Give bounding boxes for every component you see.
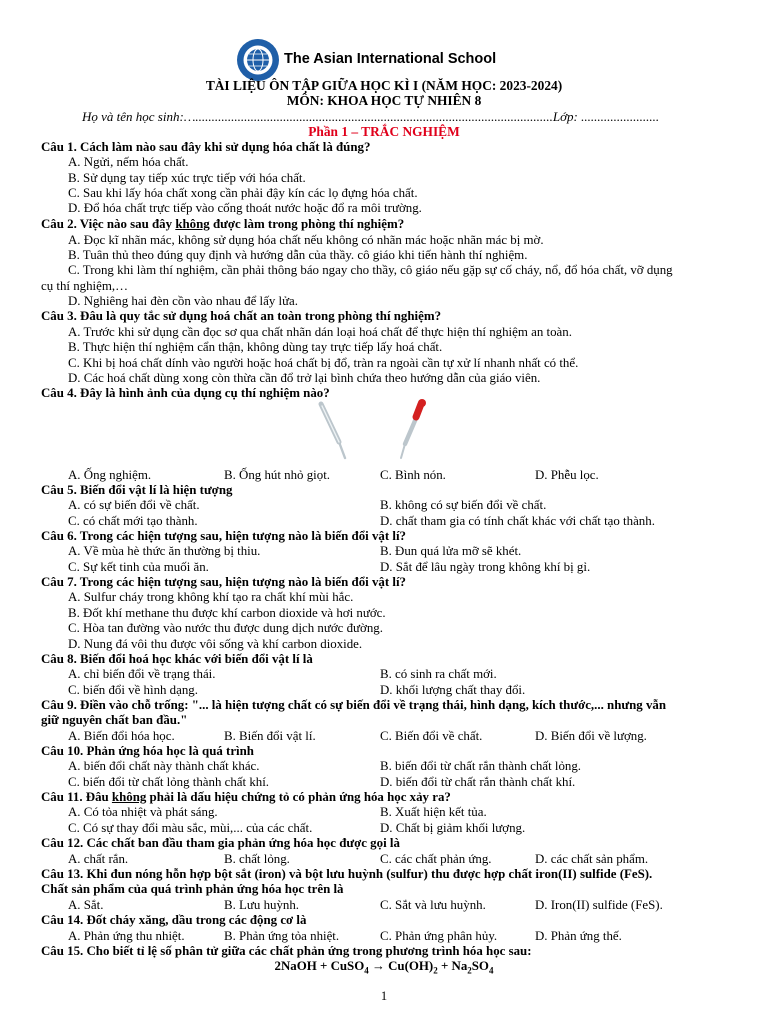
class-label: Lớp: <box>552 109 578 124</box>
student-name-label: Họ và tên học sinh: <box>82 109 184 124</box>
q4-option-d: D. Phễu lọc. <box>535 468 599 482</box>
class-blank: ........................ <box>581 109 660 124</box>
q9-option-c: C. Biến đổi về chất. <box>380 729 483 743</box>
q1-option-a: A. Ngửi, nếm hóa chất. <box>68 155 189 169</box>
q8-option-b: B. có sinh ra chất mới. <box>380 667 497 681</box>
student-info-line <box>82 109 659 125</box>
q4-option-c: C. Bình nón. <box>380 468 446 482</box>
q12-option-d: D. các chất sản phẩm. <box>535 852 649 866</box>
q7-option-c: C. Hòa tan đường vào nước thu được dung dịch nước đường. <box>68 621 383 635</box>
q2-text-emphasis: không <box>175 217 210 231</box>
q6-option-b: B. Đun quá lửa mỡ sẽ khét. <box>380 544 522 558</box>
q2-text-pre: Câu 2. Việc nào sau đây <box>41 217 176 231</box>
q7-option-b: B. Đốt khí methane thu được khí carbon dioxide và hơi nước. <box>68 606 386 620</box>
q6-option-c: C. Sự kết tinh của muối ăn. <box>68 560 209 574</box>
school-name: The Asian International School <box>284 51 497 67</box>
equation-subscript: 4 <box>364 965 369 976</box>
q3-option-d: D. Các hoá chất dùng xong còn thừa cần đổ trở lại bình chứa theo hướng dẫn của giáo viên. <box>68 371 541 385</box>
q3-option-c: C. Khi bị hoá chất dính vào người hoặc hoá chất bị đổ, tràn ra ngoài cần tự xử lí nhanh nhất có thể. <box>68 356 579 370</box>
question-7: Câu 7. Trong các hiện tượng sau, hiện tượng nào là biến đổi vật lí? <box>41 575 406 589</box>
q9-option-d: D. Biến đổi về lượng. <box>535 729 647 743</box>
question-4: Câu 4. Đây là hình ảnh của dụng cụ thí nghiệm nào? <box>41 386 330 400</box>
q8-option-a: A. chỉ biến đổi về trạng thái. <box>68 667 216 681</box>
q13-option-a: A. Sắt. <box>68 898 104 912</box>
q7-option-a: A. Sulfur cháy trong không khí tạo ra chất khí mùi hắc. <box>68 590 354 604</box>
equation-part: SO <box>471 959 489 973</box>
q11-text-pre: Câu 11. Đâu <box>41 790 112 804</box>
q6-option-d: D. Sắt để lâu ngày trong không khí bị gỉ. <box>380 560 591 574</box>
q11-option-a: A. Có tỏa nhiệt và phát sáng. <box>68 805 218 819</box>
q5-option-c: C. có chất mới tạo thành. <box>68 514 198 528</box>
question-8: Câu 8. Biến đổi hoá học khác với biến đổi vật lí là <box>41 652 313 666</box>
q13-option-c: C. Sắt và lưu huỳnh. <box>380 898 486 912</box>
question-9: Câu 9. Điền vào chỗ trống: "... là hiện tượng chất có sự biến đổi về trạng thái, hình dạng, kích thước,... nhưng vẫn <box>41 698 667 712</box>
school-logo <box>236 38 280 82</box>
question-6: Câu 6. Trong các hiện tượng sau, hiện tượng nào là biến đổi vật lí? <box>41 529 406 543</box>
q12-option-c: C. các chất phản ứng. <box>380 852 492 866</box>
q4-option-b: B. Ống hút nhỏ giọt. <box>224 468 330 482</box>
chemical-equation <box>0 959 768 979</box>
q2-option-d: D. Nghiêng hai đèn cồn vào nhau để lấy lửa. <box>68 294 298 308</box>
q5-option-a: A. có sự biến đổi về chất. <box>68 498 200 512</box>
q10-option-c: C. biến đổi từ chất lỏng thành chất khí. <box>68 775 270 789</box>
q11-text-post: phải là dấu hiệu chứng tỏ có phản ứng hóa học xảy ra? <box>146 790 451 804</box>
question-15: Câu 15. Cho biết tỉ lệ số phân tử giữa các chất phản ứng trong phương trình hóa học sau: <box>41 944 532 958</box>
question-10: Câu 10. Phản ứng hóa học là quá trình <box>41 744 254 758</box>
q13-option-d: D. Iron(II) sulfide (FeS). <box>535 898 663 912</box>
q11-option-b: B. Xuất hiện kết tủa. <box>380 805 487 819</box>
equation-part: → Cu(OH) <box>368 959 434 973</box>
q14-option-a: A. Phản ứng thu nhiệt. <box>68 929 185 943</box>
q11-text-emphasis: không <box>111 790 147 804</box>
q1-option-b: B. Sử dụng tay tiếp xúc trực tiếp với hóa chất. <box>68 171 306 185</box>
question-3: Câu 3. Đâu là quy tắc sử dụng hoá chất an toàn trong phòng thí nghiệm? <box>41 309 442 323</box>
q3-option-a: A. Trước khi sử dụng cần đọc sơ qua chất nhãn dán loại hoá chất để thực hiện thí nghiệm an toàn. <box>68 325 572 339</box>
q2-option-a: A. Đọc kĩ nhãn mác, không sử dụng hóa chất nếu không có nhãn mác hoặc nhãn mác bị mờ. <box>68 233 544 247</box>
q10-option-b: B. biến đổi từ chất rắn thành chất lỏng. <box>380 759 582 773</box>
q2-option-b: B. Tuân thủ theo đúng quy định và hướng dẫn của thầy. cô giáo khi tiến hành thí nghiệm. <box>68 248 528 262</box>
page-number: 1 <box>380 989 388 1003</box>
question-1: Câu 1. Cách làm nào sau đây khi sử dụng hóa chất là đúng? <box>41 140 371 154</box>
student-name-blank: ….............................................................................................................. <box>183 109 553 124</box>
q12-option-b: B. chất lỏng. <box>224 852 290 866</box>
question-13-cont: Chất sản phẩm của quá trình phản ứng hóa học trên là <box>41 882 344 896</box>
question-2 <box>41 217 404 232</box>
q3-option-b: B. Thực hiện thí nghiệm cẩn thận, không dùng tay trực tiếp lấy hoá chất. <box>68 340 443 354</box>
q11-option-c: C. Có sự thay đổi màu sắc, mùi,... của các chất. <box>68 821 313 835</box>
q2-option-c-cont: cụ thí nghiệm,… <box>41 279 128 293</box>
q5-option-d: D. chất tham gia có tính chất khác với chất tạo thành. <box>380 514 655 528</box>
q14-option-d: D. Phản ứng thế. <box>535 929 622 943</box>
q6-option-a: A. Về mùa hè thức ăn thường bị thiu. <box>68 544 261 558</box>
q9-option-b: B. Biến đổi vật lí. <box>224 729 316 743</box>
q8-option-c: C. biến đổi về hình dạng. <box>68 683 198 697</box>
part-title: Phần 1 – TRẮC NGHIỆM <box>308 124 460 139</box>
q2-text-post: được làm trong phòng thí nghiệm? <box>209 217 405 231</box>
question-14: Câu 14. Đốt cháy xăng, dầu trong các động cơ là <box>41 913 307 927</box>
question-11 <box>41 790 451 805</box>
question-12: Câu 12. Các chất ban đầu tham gia phản ứng hóa học được gọi là <box>41 836 400 850</box>
equation-subscript: 2 <box>433 965 438 976</box>
q4-option-a: A. Ống nghiệm. <box>68 468 152 482</box>
q13-option-b: B. Lưu huỳnh. <box>224 898 300 912</box>
q9-option-a: A. Biến đổi hóa học. <box>68 729 175 743</box>
q2-option-c: C. Trong khi làm thí nghiệm, cần phải thông báo ngay cho thầy, cô giáo nếu gặp sự cố cháy, nổ, đổ hóa chất, vỡ dụng <box>68 263 673 277</box>
equation-subscript: 2 <box>467 965 472 976</box>
equation-part: 2NaOH + CuSO <box>274 959 365 973</box>
document-title: TÀI LIỆU ÔN TẬP GIỮA HỌC KÌ I (NĂM HỌC: 2023-2024) <box>205 78 563 93</box>
q14-option-b: B. Phản ứng tỏa nhiệt. <box>224 929 340 943</box>
q7-option-d: D. Nung đá vôi thu được vôi sống và khí carbon dioxide. <box>68 637 363 651</box>
question-13: Câu 13. Khi đun nóng hỗn hợp bột sắt (iron) và bột lưu huỳnh (sulfur) thu được hợp chất iron(II) sulfide (FeS). <box>41 867 653 881</box>
q1-option-c: C. Sau khi lấy hóa chất xong cần phải đậy kín các lọ đựng hóa chất. <box>68 186 418 200</box>
equation-subscript: 4 <box>488 965 494 976</box>
question-9-cont: giữ nguyên chất ban đầu." <box>41 713 188 727</box>
subject-title: MÔN: KHOA HỌC TỰ NHIÊN 8 <box>286 93 482 108</box>
q10-option-d: D. biến đổi từ chất rắn thành chất khí. <box>380 775 576 789</box>
q8-option-d: D. khối lượng chất thay đổi. <box>380 683 526 697</box>
q12-option-a: A. chất rắn. <box>68 852 129 866</box>
q10-option-a: A. biến đổi chất này thành chất khác. <box>68 759 260 773</box>
question-5: Câu 5. Biến đổi vật lí là hiện tượng <box>41 483 233 497</box>
q14-option-c: C. Phản ứng phân hủy. <box>380 929 498 943</box>
q11-option-d: D. Chất bị giảm khối lượng. <box>380 821 526 835</box>
q5-option-b: B. không có sự biến đổi về chất. <box>380 498 547 512</box>
equation-part: + Na <box>437 959 468 973</box>
dropper-image <box>305 398 455 466</box>
q1-option-d: D. Đổ hóa chất trực tiếp vào cống thoát nước hoặc đổ ra môi trường. <box>68 201 422 215</box>
